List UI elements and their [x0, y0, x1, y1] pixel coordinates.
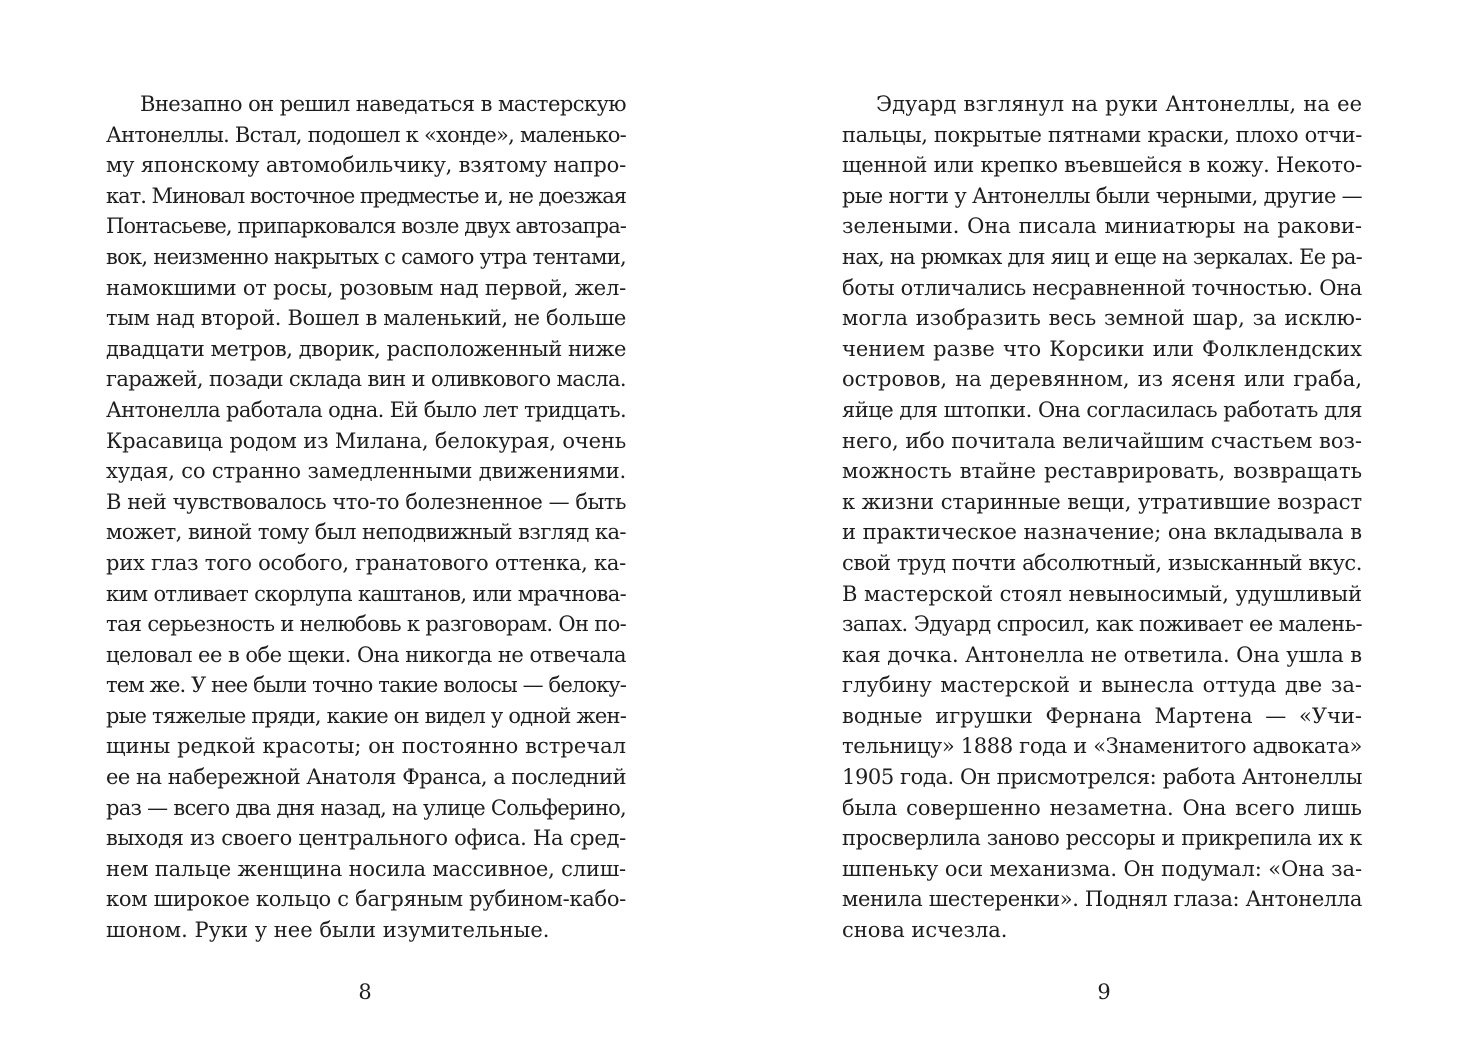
- text-line: Антонелла работала одна. Ей было лет тридцать.: [106, 397, 627, 422]
- text-line: пальцы, покрытые пятнами краски, плохо отчи-: [842, 122, 1362, 147]
- text-line: Красавица родом из Милана, белокурая, очень: [106, 428, 626, 453]
- text-line: целовал ее в обе щеки. Она никогда не отвечала: [106, 642, 626, 667]
- text-line: рые ногти у Антонеллы были черными, другие —: [842, 183, 1362, 208]
- text-line: раз — всего два дня назад, на улице Сольферино,: [106, 795, 626, 820]
- text-line: вок, неизменно накрытых с самого утра тентами,: [106, 244, 626, 269]
- text-line: ком широкое кольцо с багряным рубином-кабо-: [106, 887, 626, 912]
- text-line: тая серьезность и нелюбовь к разговорам. Он по-: [106, 612, 626, 637]
- text-line: была совершенно незаметна. Она всего лишь: [842, 795, 1362, 820]
- text-line: ее на набережной Анатоля Франса, а последний: [106, 765, 627, 790]
- text-line: него, ибо почитала величайшим счастьем воз-: [842, 428, 1362, 453]
- text-line: Эдуард взглянул на руки Антонеллы, на ее: [876, 92, 1362, 116]
- right-page-text: [842, 89, 1362, 946]
- text-line: выходя из своего центрального офиса. На сред-: [106, 826, 626, 851]
- text-line: снова исчезла.: [842, 918, 1008, 943]
- text-line: водные игрушки Фернана Мартена — «Учи-: [842, 703, 1362, 728]
- text-line: щенной или крепко въевшейся в кожу. Некото-: [842, 153, 1362, 178]
- text-line: к жизни старинные вещи, утратившие возраст: [842, 489, 1362, 514]
- text-line: нем пальце женщина носила массивное, слиш-: [106, 856, 626, 881]
- text-line: тельницу» 1888 года и «Знаменитого адвоката»: [842, 734, 1362, 759]
- text-line: гаражей, позади склада вин и оливкового масла.: [106, 367, 626, 392]
- text-line: Внезапно он решил наведаться в мастерскую: [140, 92, 626, 116]
- text-line: шоном. Руки у нее были изумительные.: [106, 918, 550, 943]
- text-line: глубину мастерской и вынесла оттуда две за-: [842, 673, 1362, 698]
- text-line: щины редкой красоты; он постоянно встречал: [106, 734, 626, 759]
- right-page-number: 9: [1097, 980, 1111, 1004]
- text-line: В ней чувствовалось что-то болезненное — быть: [106, 489, 626, 514]
- text-line: худая, со странно замедленными движениями.: [106, 459, 626, 484]
- text-line: рые тяжелые пряди, какие он видел у одной жен-: [106, 703, 626, 728]
- text-line: менила шестеренки». Поднял глаза: Антонелла: [842, 887, 1362, 912]
- text-line: шпеньку оси механизма. Он подумал: «Она за-: [842, 856, 1362, 881]
- text-line: намокшими от росы, розовым над первой, жел-: [106, 275, 626, 300]
- text-line: тем же. У нее были точно такие волосы — белоку-: [106, 673, 626, 698]
- text-line: 1905 года. Он присмотрелся: работа Антонеллы: [842, 765, 1362, 790]
- text-line: Понтасьеве, припарковался возле двух автозапра-: [106, 214, 626, 239]
- left-page-number: 8: [358, 980, 372, 1004]
- text-line: чением разве что Корсики или Фолклендских: [842, 336, 1362, 361]
- text-line: и практическое назначение; она вкладывала в: [842, 520, 1362, 545]
- text-line: можность втайне реставрировать, возвращать: [842, 459, 1362, 484]
- text-line: ким отливает скорлупа каштанов, или мрачнова-: [106, 581, 626, 606]
- text-line: зелеными. Она писала миниатюры на ракови-: [842, 214, 1362, 239]
- text-line: островов, на деревянном, из ясеня или граба,: [842, 367, 1362, 392]
- text-line: нах, на рюмках для яиц и еще на зеркалах. Ее ра-: [842, 244, 1362, 269]
- text-line: двадцати метров, дворик, расположенный ниже: [106, 336, 626, 361]
- text-line: Антонеллы. Встал, подошел к «хонде», маленько-: [106, 122, 626, 147]
- text-line: боты отличались несравненной точностью. Она: [842, 275, 1362, 300]
- left-page-text: [106, 89, 626, 946]
- text-line: свой труд почти абсолютный, изысканный вкус.: [842, 550, 1362, 575]
- text-line: рих глаз того особого, гранатового оттенка, ка-: [106, 550, 626, 575]
- text-line: кая дочка. Антонелла не ответила. Она ушла в: [842, 642, 1362, 667]
- text-line: могла изобразить весь земной шар, за исклю-: [842, 306, 1362, 331]
- text-line: запах. Эдуард спросил, как поживает ее малень-: [842, 612, 1362, 637]
- text-line: В мастерской стоял невыносимый, удушливый: [842, 581, 1362, 606]
- text-line: му японскому автомобильчику, взятому напро-: [106, 153, 626, 178]
- text-line: кат. Миновал восточное предместье и, не доезжая: [106, 183, 626, 208]
- text-line: может, виной тому был неподвижный взгляд ка-: [106, 520, 626, 545]
- text-line: тым над второй. Вошел в маленький, не больше: [106, 306, 626, 331]
- text-line: просверлила заново рессоры и прикрепила их к: [842, 826, 1362, 851]
- text-line: яйце для штопки. Она согласилась работать для: [842, 397, 1362, 422]
